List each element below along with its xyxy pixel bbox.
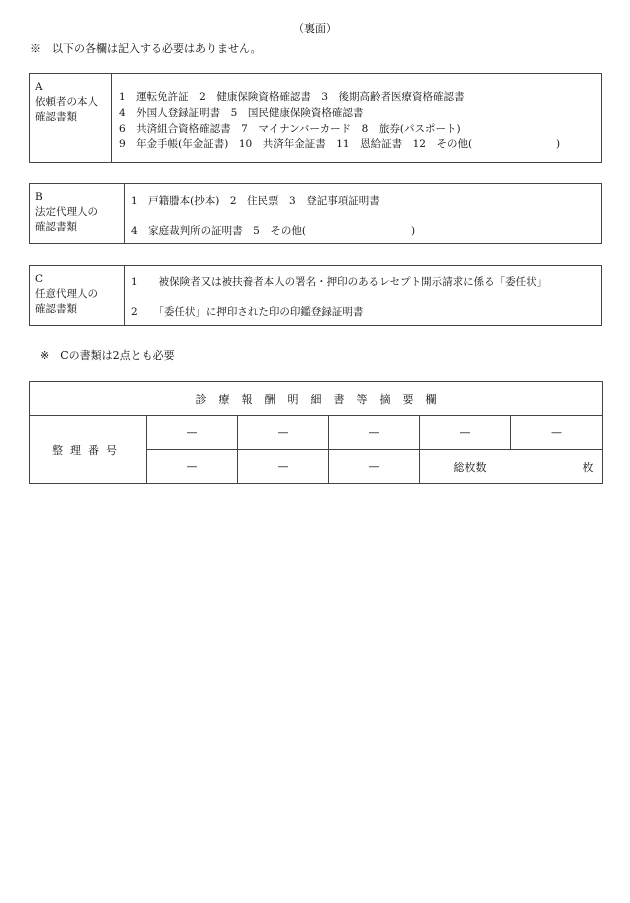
reference-number-cell: — (147, 416, 238, 450)
top-note: ※ 以下の各欄は記入する必要はありません。 (30, 42, 262, 55)
section-c-line: 1 被保険者又は被扶養者本人の署名・押印のあるレセプト開示請求に係る「委任状」 (131, 276, 548, 288)
total-sheets-label: 総枚数 (453, 460, 487, 474)
reference-number-cell: — (511, 416, 603, 450)
section-b-line: 4 家庭裁判所の証明書 5 その他( ) (131, 225, 416, 237)
section-b-subtitle: 確認書類 (35, 221, 77, 233)
section-c-subtitle: 確認書類 (35, 303, 77, 315)
section-a-title: 依頼者の本人 (35, 96, 98, 108)
section-c-letter: C (35, 273, 44, 285)
reference-number-cell: — (329, 416, 420, 450)
section-a-label (30, 74, 112, 162)
section-b-line: 1 戸籍謄本(抄本) 2 住民票 3 登記事項証明書 (131, 195, 380, 207)
section-a-line: 6 共済組合資格確認書 7 マイナンバーカード 8 旅券(パスポート) (119, 123, 461, 135)
section-a-line: 4 外国人登録証明書 5 国民健康保険資格確認書 (119, 107, 364, 119)
reference-number-cell: — (420, 416, 511, 450)
reference-number-cell: — (329, 450, 420, 484)
section-c-box (29, 265, 602, 326)
section-b-title: 法定代理人の (35, 206, 98, 218)
reference-number-label: 整理番号 (30, 416, 147, 484)
section-b-label (30, 184, 125, 243)
section-c-line: 2 「委任状」に押印された印の印鑑登録証明書 (131, 306, 364, 318)
reference-number-cell: — (238, 416, 329, 450)
section-c-title: 任意代理人の (35, 288, 98, 300)
section-a-box (29, 73, 602, 163)
reference-number-cell: — (147, 450, 238, 484)
section-b-box (29, 183, 602, 244)
abstract-table-title: 診療報酬明細書等摘要欄 (30, 382, 603, 416)
section-a-line: 1 運転免許証 2 健康保険資格確認書 3 後期高齢者医療資格確認書 (119, 91, 465, 103)
section-a-letter: A (35, 81, 43, 93)
abstract-table (29, 381, 603, 484)
c-note: ※ Cの書類は2点とも必要 (40, 349, 175, 362)
section-c-label (30, 266, 125, 325)
total-sheets-unit: 枚 (582, 460, 594, 474)
reference-number-cell: — (238, 450, 329, 484)
section-a-subtitle: 確認書類 (35, 111, 77, 123)
page-title: （裏面） (293, 22, 337, 35)
section-a-line: 9 年金手帳(年金証書) 10 共済年金証書 11 恩給証書 12 その他( ) (119, 138, 561, 150)
total-sheets-cell (420, 450, 603, 484)
section-b-letter: B (35, 191, 43, 203)
